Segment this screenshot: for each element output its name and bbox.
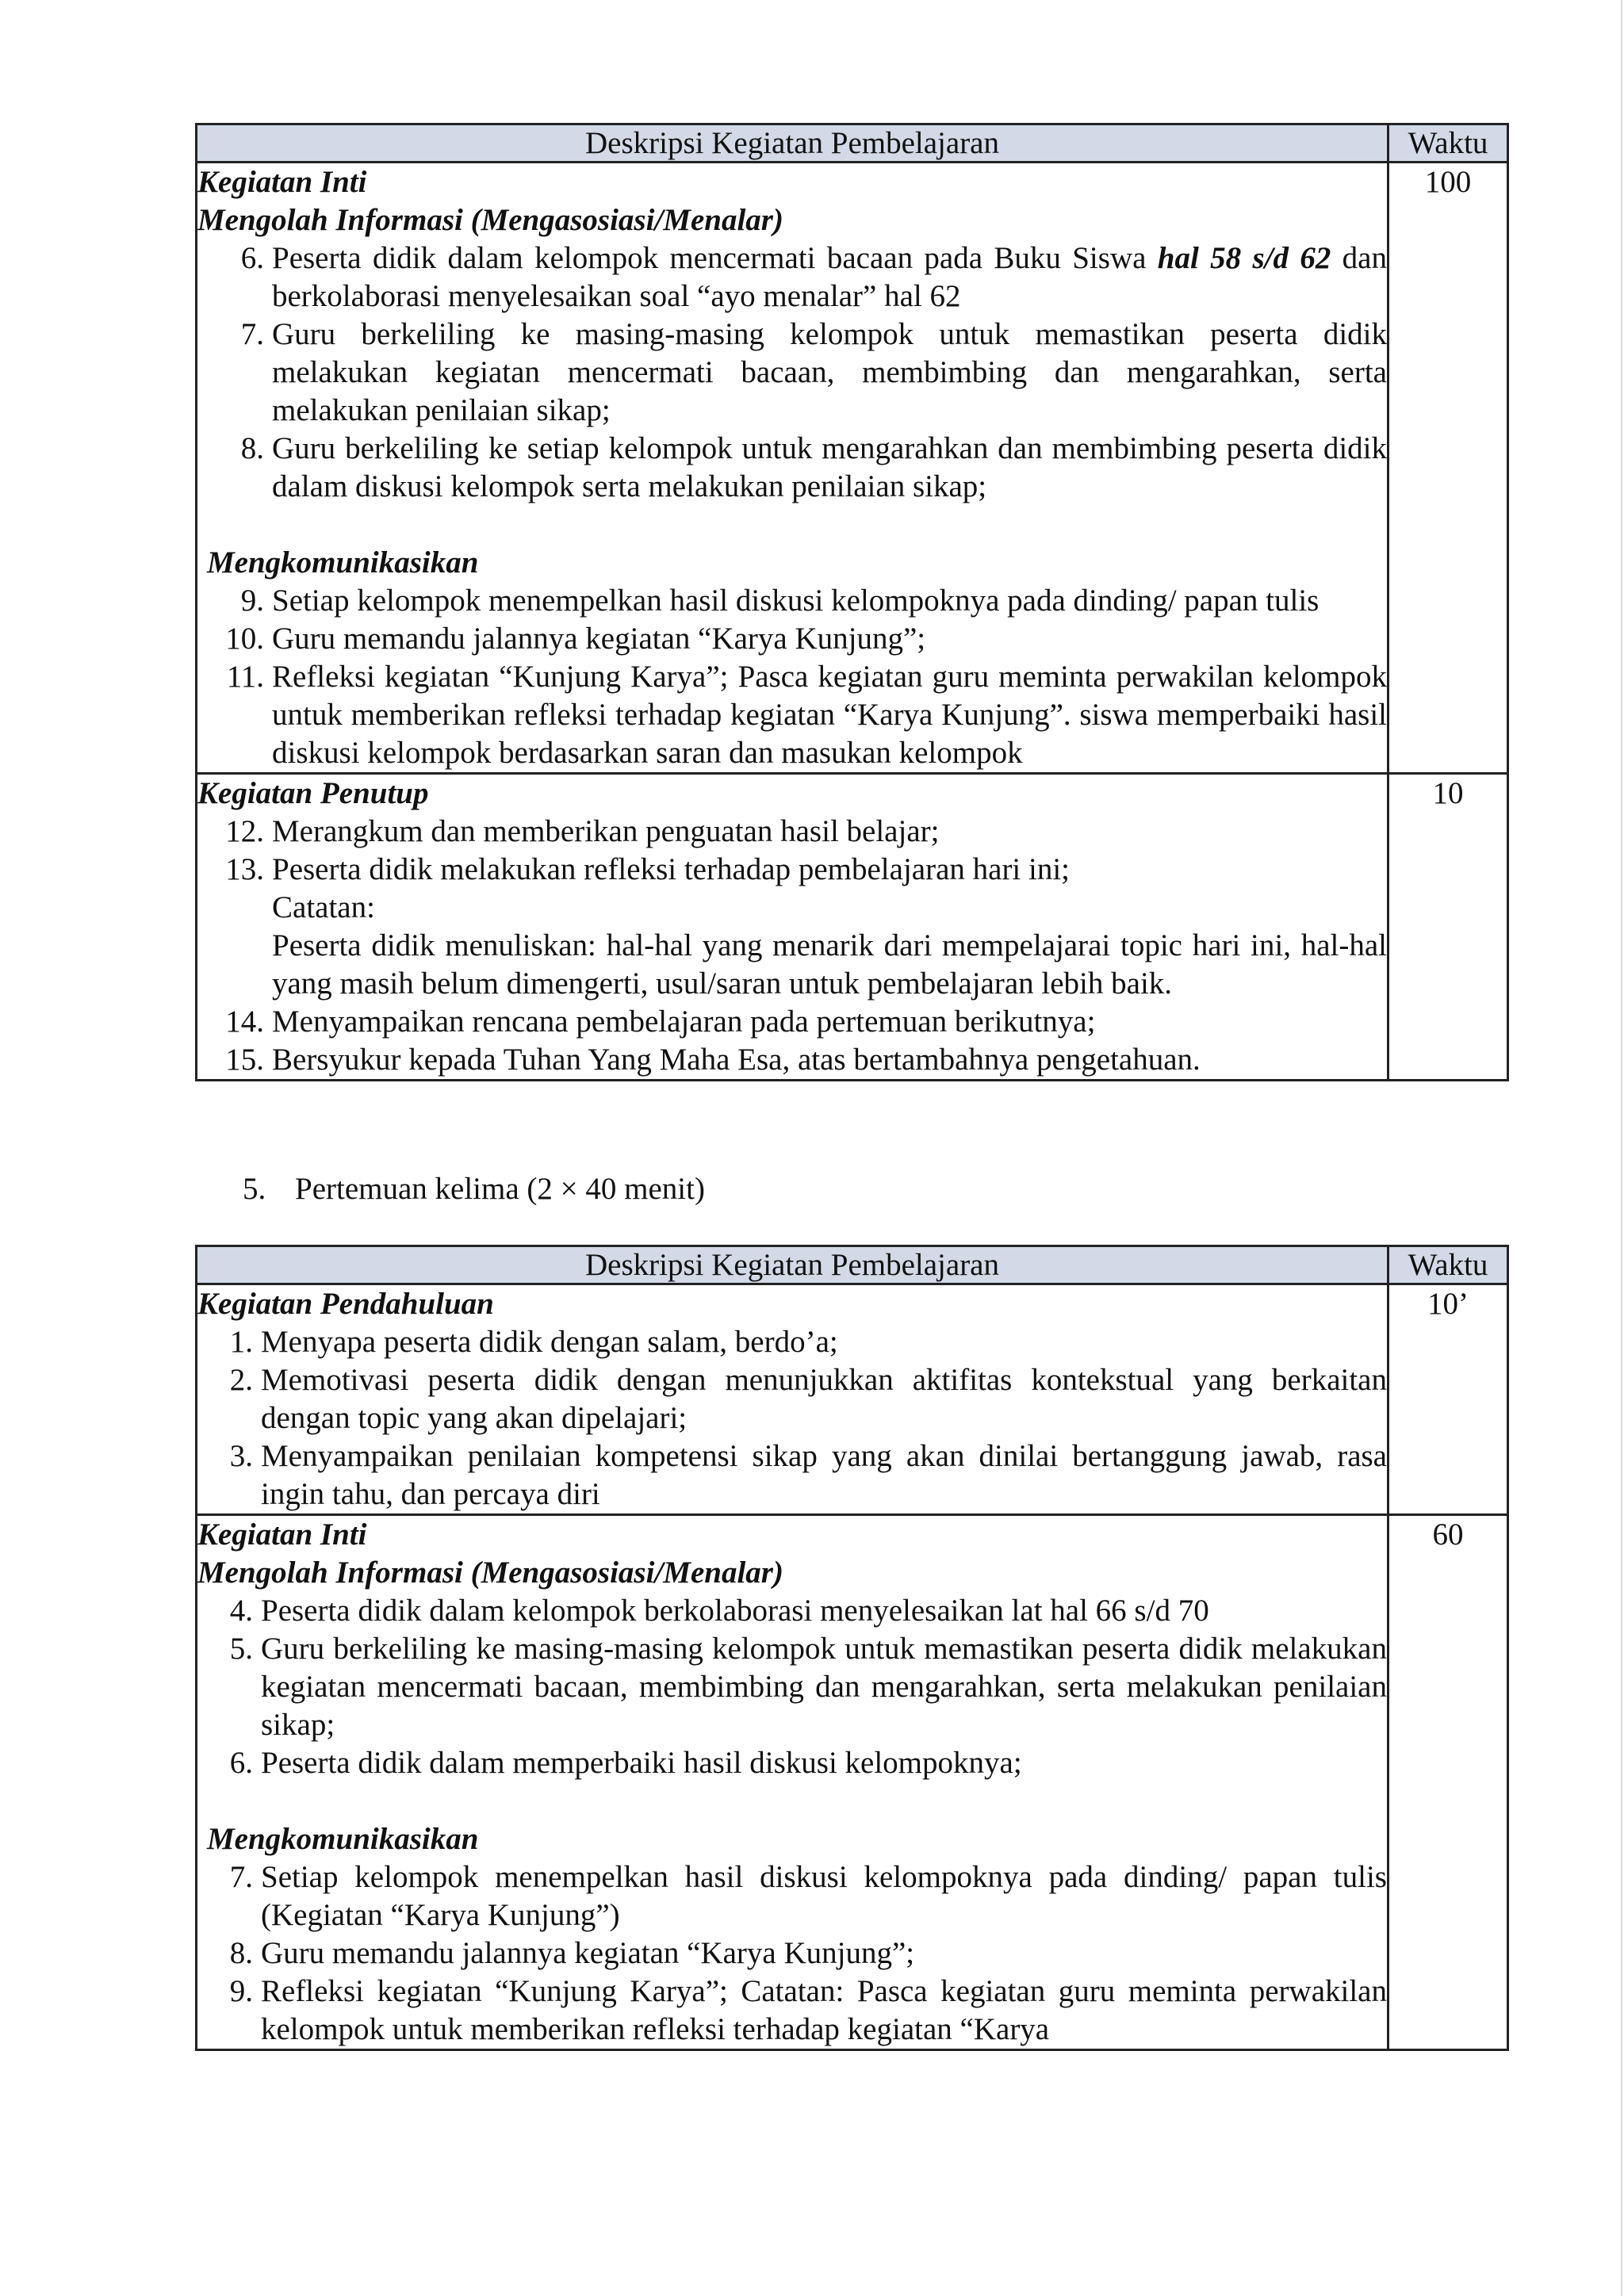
activity-list — [197, 239, 1387, 506]
list-item: 12. Merangkum dan memberikan penguatan hasil belajar; — [225, 814, 940, 848]
list-item: 10. Guru memandu jalannya kegiatan “Karya Kunjung”; — [225, 622, 926, 656]
activity-list — [197, 1858, 1387, 2049]
time-cell: 10 — [1388, 774, 1508, 1081]
section-title: Kegiatan Inti — [197, 1517, 367, 1552]
activity-table-1 — [195, 123, 1509, 1081]
subsection-title: Mengkomunikasikan — [207, 1822, 479, 1856]
header-description: Deskripsi Kegiatan Pembelajaran — [197, 1246, 1388, 1284]
header-time: Waktu — [1388, 1246, 1508, 1284]
list-item: 13. Peserta didik melakukan refleksi terhadap pembelajaran hari ini; Catatan: Peserta didik menuliskan: hal-hal yang menarik dari mempelajarai topic hari ini, hal-hal yang masih belum dimengerti, usul/saran untuk pembelajaran lebih baik. — [197, 851, 1387, 1003]
section-title: Kegiatan Pendahuluan — [197, 1287, 494, 1321]
note-label: Catatan: — [272, 890, 375, 924]
time-cell: 60 — [1388, 1515, 1508, 2050]
table-row — [197, 774, 1508, 1081]
subsection-title: Mengkomunikasikan — [207, 545, 479, 580]
list-item: 8. Guru berkeliling ke setiap kelompok untuk mengarahkan dan membimbing peserta didik dalam diskusi kelompok serta melakukan penilaian sikap; — [240, 431, 1387, 503]
list-item: 3. Menyampaikan penilaian kompetensi sikap yang akan dinilai bertanggung jawab, rasa ingin tahu, dan percaya diri — [229, 1439, 1387, 1511]
description-cell — [197, 774, 1388, 1081]
table-header-row — [197, 124, 1508, 163]
section-title: Kegiatan Inti — [197, 165, 367, 199]
description-cell — [197, 163, 1388, 774]
list-item: 15. Bersyukur kepada Tuhan Yang Maha Esa, atas bertambahnya pengetahuan. — [225, 1043, 1201, 1077]
list-item: 2. Memotivasi peserta didik dengan menunjukkan aktifitas kontekstual yang berkaitan dengan topic yang akan dipelajari; — [229, 1363, 1387, 1435]
list-item: 6. Peserta didik dalam kelompok mencermati bacaan pada Buku Siswa hal 58 s/d 62 dan berkolaborasi menyelesaikan soal “ayo menalar” hal 62 — [240, 241, 1387, 313]
activity-list — [197, 813, 1387, 1079]
meeting-heading: 5. Pertemuan kelima (2 × 40 menit) — [243, 1172, 705, 1206]
description-cell — [197, 1284, 1388, 1515]
list-item: 7. Guru berkeliling ke masing-masing kelompok untuk memastikan peserta didik melakukan kegiatan mencermati bacaan, membimbing dan mengarahkan, serta melakukan penilaian sikap; — [240, 317, 1387, 427]
list-item: 9. Refleksi kegiatan “Kunjung Karya”; Catatan: Pasca kegiatan guru meminta perwakilan kelompok untuk memberikan refleksi terhadap kegiatan “Karya — [229, 1974, 1387, 2046]
subsection-title: Mengolah Informasi (Mengasosiasi/Menalar) — [197, 1556, 783, 1590]
list-item: 7. Setiap kelompok menempelkan hasil diskusi kelompoknya pada dinding/ papan tulis (Kegiatan “Karya Kunjung”) — [229, 1860, 1387, 1932]
activity-list — [197, 1323, 1387, 1513]
time-cell: 100 — [1388, 163, 1508, 774]
list-item: 11. Refleksi kegiatan “Kunjung Karya”; Pasca kegiatan guru meminta perwakilan kelompok untuk memberikan refleksi terhadap kegiatan “Karya Kunjung”. siswa memperbaiki hasil diskusi kelompok berdasarkan saran dan masukan kelompok — [226, 660, 1387, 770]
section-title: Kegiatan Penutup — [197, 776, 429, 810]
list-item: 9. Setiap kelompok menempelkan hasil diskusi kelompoknya pada dinding/ papan tulis — [240, 584, 1320, 618]
description-cell — [197, 1515, 1388, 2050]
activity-list — [197, 1592, 1387, 1782]
page-reference: hal 58 s/d 62 — [1157, 241, 1331, 275]
list-item: 5. Guru berkeliling ke masing-masing kelompok untuk memastikan peserta didik melakukan kegiatan mencermati bacaan, membimbing dan mengarahkan, serta melakukan penilaian sikap; — [229, 1632, 1387, 1742]
list-item: 6. Peserta didik dalam memperbaiki hasil diskusi kelompoknya; — [229, 1746, 1022, 1780]
subsection-title: Mengolah Informasi (Mengasosiasi/Menalar) — [197, 203, 783, 237]
table-row — [197, 1515, 1508, 2050]
time-cell: 10’ — [1388, 1284, 1508, 1515]
table-row — [197, 163, 1508, 774]
page-edge — [1621, 0, 1622, 2296]
header-description: Deskripsi Kegiatan Pembelajaran — [197, 124, 1388, 163]
list-item: 8. Guru memandu jalannya kegiatan “Karya Kunjung”; — [229, 1936, 915, 1970]
header-time: Waktu — [1388, 124, 1508, 163]
list-item: 4. Peserta didik dalam kelompok berkolaborasi menyelesaikan lat hal 66 s/d 70 — [229, 1594, 1209, 1628]
activity-table-2 — [195, 1245, 1509, 2051]
list-item: 1. Menyapa peserta didik dengan salam, berdo’a; — [229, 1325, 838, 1359]
table-row — [197, 1284, 1508, 1515]
note-text: Peserta didik menuliskan: hal-hal yang menarik dari mempelajarai topic hari ini, hal-hal yang masih belum dimengerti, usul/saran untuk pembelajaran lebih baik. — [272, 928, 1387, 1001]
table-header-row — [197, 1246, 1508, 1284]
activity-list — [197, 582, 1387, 772]
list-item: 14. Menyampaikan rencana pembelajaran pada pertemuan berikutnya; — [225, 1004, 1096, 1039]
